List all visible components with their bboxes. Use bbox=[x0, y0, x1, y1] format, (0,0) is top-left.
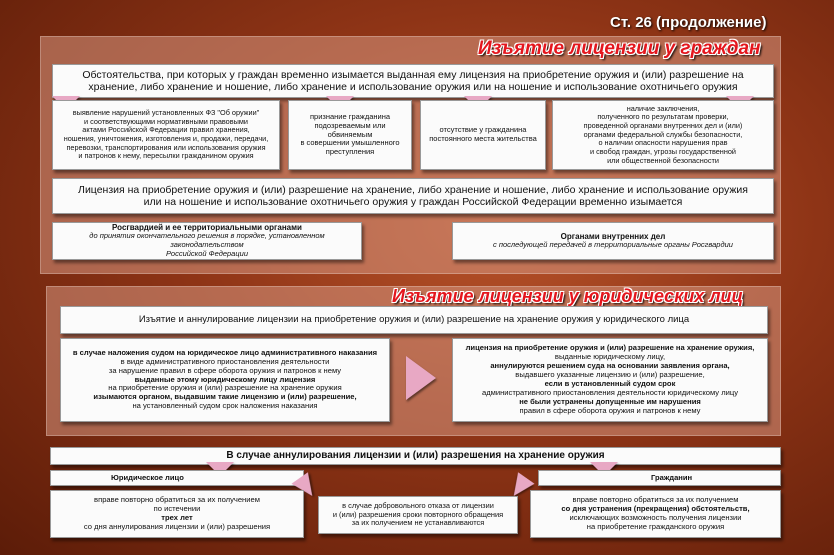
legal-annulment-line: правил в сфере оборота оружия и патронов к нему bbox=[519, 405, 701, 415]
ground-1-line: признание гражданина bbox=[309, 111, 391, 121]
annulment-header-text: В случае аннулирования лицензии и (или) разрешения на хранение оружия bbox=[226, 450, 605, 462]
legal-suspension-line: на приобретение оружия и (или) разрешение на хранение оружия bbox=[108, 383, 342, 393]
ground-0-line: и соответствующими нормативными правовыми bbox=[84, 116, 248, 126]
annulment-header-box bbox=[50, 447, 781, 465]
legal-intro-text: Изъятие и аннулирование лицензии на приобретение оружия и (или) разрешение на хранение оружия у юридического лица bbox=[138, 314, 690, 326]
arrow-right bbox=[406, 356, 436, 400]
legal-annulment-line: лицензия на приобретение оружия и (или) разрешение на хранение оружия, bbox=[465, 343, 755, 353]
legal-intro-box bbox=[60, 306, 768, 334]
legal-annulment-line: административного приостановления деятельности юридическому лицу bbox=[481, 387, 739, 397]
legal-entity-label bbox=[50, 470, 304, 486]
legal-entity-reapply-box bbox=[50, 490, 304, 538]
ground-0-line: актами Российской Федерации правил хранения, bbox=[82, 125, 250, 135]
ground-2-line: постоянного места жительства bbox=[429, 134, 537, 143]
ground-1-line: в совершении умышленного bbox=[300, 138, 400, 148]
legal-annulment-line: если в установленный судом срок bbox=[544, 379, 676, 388]
citizen-reapply-line: со дня устранения (прекращения) обстоятельств, bbox=[561, 504, 750, 514]
ground-3-line: полученного по результатам проверки, bbox=[597, 112, 729, 122]
legal-entity-reapply-line: трех лет bbox=[161, 513, 193, 522]
legal-annulment-line: выдавшего указанные лицензию и (или) разрешение, bbox=[515, 370, 705, 380]
legal-entity-reapply-line: вправе повторно обратиться за их получением bbox=[94, 495, 260, 505]
ground-0-line: выявление нарушений установленных ФЗ "Об оружии" bbox=[72, 108, 260, 118]
legal-suspension-box bbox=[60, 338, 390, 422]
ground-1-line: преступления bbox=[325, 147, 375, 157]
ground-violations-box bbox=[52, 100, 280, 170]
citizen-reapply-line: исключающих возможность получения лицензии bbox=[569, 513, 742, 522]
ground-1-line: подозреваемым или обвиняемым bbox=[314, 120, 386, 139]
seizure-line-2: или на ношение и использование охотничьего оружия у граждан Российской Федерации временно изымается bbox=[143, 196, 683, 208]
legal-annulment-line: аннулируются решением суда на основании заявления органа, bbox=[490, 361, 730, 371]
legal-annulment-line: выданные юридическому лицу, bbox=[554, 352, 666, 362]
legal-suspension-line: в случае наложения судом на юридическое лицо административного наказания bbox=[72, 347, 378, 357]
circumstances-text: Обстоятельства, при которых у граждан временно изымается выданная ему лицензия на приобретение оружия и (или) разрешение на хранение, либо хранение и ношение, либо хранение и использование оружия или на ношение и использование охотничьего оружия bbox=[82, 68, 744, 93]
legal-suspension-line: за нарушение правил в сфере оборота оружия и патронов к нему bbox=[108, 365, 342, 375]
citizen-label bbox=[538, 470, 781, 486]
ground-suspect-box bbox=[288, 100, 412, 170]
legal-entity-reapply-line: со дня аннулирования лицензии и (или) разрешения bbox=[83, 521, 271, 531]
citizen-label-text: Гражданин bbox=[651, 472, 693, 482]
ground-3-line: органами федеральной службы безопасности, bbox=[583, 129, 743, 139]
legal-suspension-line: в виде административного приостановления деятельности bbox=[120, 356, 330, 366]
citizen-reapply-line: вправе повторно обратиться за их получением bbox=[572, 495, 739, 505]
rosgvardia-sub-1: до принятия окончательного решения в порядке, установленном законодательством bbox=[89, 231, 325, 250]
internal-affairs-box bbox=[452, 222, 774, 260]
ground-3-line: проведенной органами внутренних дел и (или) bbox=[583, 121, 743, 131]
ground-0-line: перевозки, транспортирования или использования оружия bbox=[66, 142, 266, 152]
ground-no-residence-box bbox=[420, 100, 546, 170]
rosgvardia-sub-2: Российской Федерации bbox=[166, 249, 248, 259]
seizure-line-1: Лицензия на приобретение оружия и (или) разрешение на хранение, либо хранение и ношение, либо хранение и использование оружия bbox=[78, 183, 748, 196]
citizen-reapply-box bbox=[530, 490, 781, 538]
ground-0-line: и патронов к нему, пересылки гражданином оружия bbox=[78, 151, 254, 161]
article-header: Ст. 26 (продолжение) bbox=[610, 14, 767, 31]
legal-annulment-box bbox=[452, 338, 768, 422]
voluntary-refusal-line: и (или) разрешения сроки повторного обращения bbox=[332, 509, 504, 519]
internal-affairs-sub: с последующей передачей в территориальные органы Росгвардии bbox=[493, 240, 733, 250]
circumstances-box bbox=[52, 64, 774, 98]
citizen-reapply-line: на приобретение гражданского оружия bbox=[586, 521, 725, 531]
ground-3-line: и свобод граждан, угрозы государственной bbox=[589, 146, 736, 156]
section-citizens-title: Изъятие лицензии у граждан bbox=[478, 38, 761, 59]
section-legal-title: Изъятие лицензии у юридических лиц bbox=[392, 286, 744, 306]
legal-suspension-line: выданные этому юридическому лицу лицензия bbox=[134, 374, 316, 384]
legal-entity-reapply-line: по истечении bbox=[153, 504, 201, 514]
voluntary-refusal-box bbox=[318, 496, 518, 534]
internal-affairs-title: Органами внутренних дел bbox=[560, 231, 666, 241]
rosgvardia-box bbox=[52, 222, 362, 260]
legal-annulment-line: не были устранены допущенные им нарушения bbox=[519, 396, 701, 406]
seizure-statement-box bbox=[52, 178, 774, 214]
legal-entity-label-text: Юридическое лицо bbox=[111, 472, 184, 482]
ground-3-line: или общественной безопасности bbox=[607, 155, 719, 165]
ground-0-line: ношения, уничтожения, изготовления и, продажи, передачи, bbox=[63, 134, 269, 143]
rosgvardia-title: Росгвардией и ее территориальными органами bbox=[112, 223, 302, 233]
legal-suspension-line: изымаются органом, выдавшим такие лицензию и (или) разрешение, bbox=[93, 392, 357, 402]
ground-conclusion-box bbox=[552, 100, 774, 170]
legal-suspension-line: на установленный судом срок наложения наказания bbox=[132, 401, 318, 411]
ground-3-line: наличие заключения, bbox=[626, 103, 700, 113]
ground-2-line: отсутствие у гражданина bbox=[439, 125, 527, 135]
voluntary-refusal-line: за их получением не устанавливаются bbox=[351, 518, 485, 528]
ground-3-line: о наличии опасности нарушения прав bbox=[598, 138, 728, 148]
voluntary-refusal-line: в случае добровольного отказа от лицензии bbox=[342, 500, 494, 510]
